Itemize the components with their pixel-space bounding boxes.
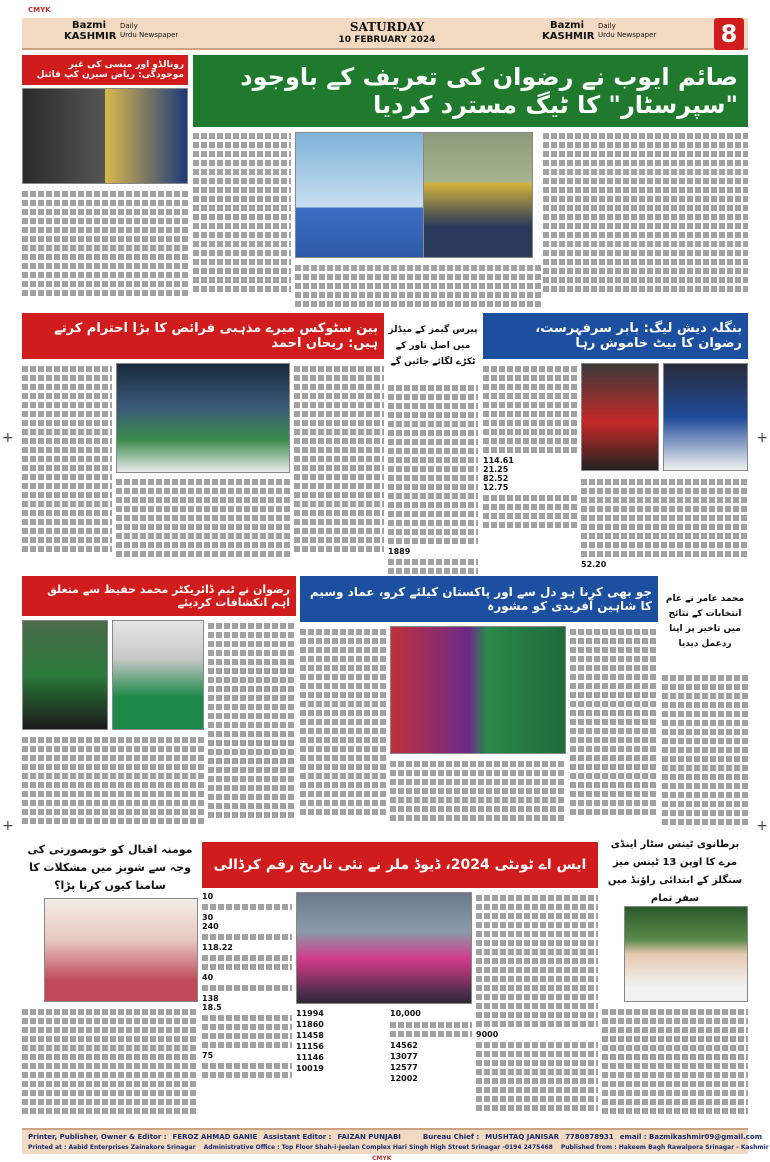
article-col-left	[193, 130, 291, 308]
sa20-stat-8: 75	[202, 1051, 214, 1060]
headline-sa20-miller: ایس اے ٹونٹی 2024، ڈیوڈ ملر نے نئی تاریخ رقم کرڈالی	[202, 842, 598, 888]
cmyk-mark-top: CMYK	[28, 6, 51, 14]
headline-paris-medals: پیرس گیمز کے میڈلز میں اصل تاور کے ٹکڑے لگائے جائیں گے	[388, 325, 478, 367]
table-row: 13077	[390, 1052, 418, 1061]
headline-bangladesh-league: بنگلہ دیش لیگ: بابر سرفہرست، رضوان کا بیٹ خاموش رہا	[483, 313, 748, 359]
story-stokes-col-right	[294, 363, 384, 573]
sa20-runs-table-2	[390, 1008, 472, 1122]
table-row: 10,000	[390, 1009, 421, 1018]
story-imad-under	[390, 758, 566, 834]
headline-saim-ayub: صائم ایوب نے رضوان کی تعریف کے باوجود "سپرسٹار" کا ٹیگ مسترد کردیا	[193, 55, 748, 127]
footer-email: email : Bazmikashmir09@gmail.com	[619, 1133, 762, 1141]
paris-stat-year: 1889	[388, 547, 411, 556]
sa20-stat-3: 240	[202, 922, 219, 931]
story-momina-body	[22, 1006, 198, 1122]
article-under-photo	[295, 262, 541, 308]
table-row: 12002	[390, 1074, 418, 1083]
headline-rizwan-hafeez: رضوان نے ٹیم ڈائریکٹر محمد حفیظ سے متعلق اہم انکشافات کردیئے	[22, 576, 296, 616]
table-row: 12577	[390, 1063, 418, 1072]
table-row: 14562	[390, 1041, 418, 1050]
bpl-stat-4: 52.20	[581, 560, 607, 569]
table-row: 11146	[296, 1053, 324, 1062]
story-stokes-under-photo	[116, 476, 290, 572]
story-bpl-body-lower	[581, 476, 748, 571]
headline-ben-stokes: بین سٹوکس میرے مذہبی فرائض کا بڑا احترام کرتے ہیں: ریحان احمد	[22, 313, 384, 359]
date-label: 10 FEBRUARY 2024	[338, 35, 436, 45]
paper-tag-right	[598, 22, 656, 40]
footer-bureau-name: MUSHTAQ JANISAR	[485, 1133, 560, 1141]
headline-andy-murray: برطانوی ٹینس سٹار اینڈی مرے کا اوپن 13 ٹینس میز سنگلز کے ابتدائی راؤنڈ میں سفر تمام	[607, 839, 743, 904]
masthead	[22, 4, 748, 48]
david-miller-photo	[296, 892, 472, 1004]
ronaldo-photo	[22, 88, 188, 184]
footer-line-2	[28, 1144, 769, 1151]
sa20-stat-6: 138	[202, 994, 219, 1003]
tag-urdu: Urdu Newspaper	[120, 31, 179, 39]
footer	[22, 1128, 769, 1154]
story-imad-col-left	[300, 626, 386, 834]
story-imad-col-right	[570, 626, 658, 834]
story-sa20-col-left	[202, 892, 292, 1122]
table-row: 11994	[296, 1009, 324, 1018]
registration-mark-right: +	[756, 430, 768, 446]
cmyk-mark-bottom: CMYK	[372, 1155, 392, 1162]
story-hafeez-col-right	[208, 620, 296, 834]
footer-publisher-label: Printer, Publisher, Owner & Editor :	[28, 1133, 167, 1141]
rizwan-bpl-photo	[581, 363, 659, 471]
footer-assistant-label: Assistant Editor :	[263, 1133, 332, 1141]
story-stokes-col-left	[22, 363, 112, 573]
page-number-badge: 8	[714, 18, 744, 50]
story-murray-body	[602, 1006, 748, 1122]
footer-admin-office: Administrative Office : Top Floor Shah-i-Jeelan Complex Hari Singh High Street Srinagar -0194 2475468	[203, 1144, 553, 1151]
ben-stokes-photo	[116, 363, 290, 473]
table-row: 10019	[296, 1064, 324, 1073]
bpl-stat-2: 21.25	[483, 465, 509, 474]
article-col-right	[543, 130, 748, 308]
sa20-stat-5: 40	[202, 973, 214, 982]
registration-mark-right-lower: +	[756, 818, 768, 834]
footer-bureau-label: Bureau Chief :	[422, 1133, 480, 1141]
story-saim-ayub-body	[193, 130, 748, 308]
bpl-stat-5: 12.75	[483, 483, 509, 492]
footer-line-1	[28, 1133, 762, 1141]
sa20-stat-9000: 9000	[476, 1030, 499, 1039]
sa20-stat-1: 10	[202, 892, 214, 901]
story-paris-body	[388, 382, 478, 572]
bpl-stat-1: 114.61	[483, 456, 514, 465]
article-columns	[193, 130, 748, 308]
paper-name-right: Bazmi KASHMIR	[542, 20, 595, 42]
tag-urdu: Urdu Newspaper	[598, 31, 657, 39]
babar-bpl-photo	[663, 363, 748, 471]
paper-name-left: Bazmi KASHMIR	[64, 20, 117, 42]
story-amir-body	[662, 672, 748, 834]
day-label: SATURDAY	[349, 20, 425, 34]
imad-shaheen-photo	[390, 626, 566, 754]
sa20-stat-2: 30	[202, 913, 214, 922]
story-riyadh-body	[22, 188, 188, 306]
story-hafeez-under	[22, 734, 204, 834]
footer-publisher-name: FEROZ AHMAD GANIE	[172, 1133, 258, 1141]
table-row: 11458	[296, 1031, 324, 1040]
headline-momina: مومنہ اقبال کو خوبصورتی کی وجہ سے شوبز میں مشکلات کا سامنا کیوں کرنا پڑا؟	[27, 843, 193, 892]
table-row: 11156	[296, 1042, 324, 1051]
tag-daily: Daily	[598, 22, 616, 30]
headline-imad-shaheen: جو بھی کرنا ہو دل سے اور پاکستان کیلئے کرو، عماد وسیم کا شاہین آفریدی کو مشورہ	[300, 576, 658, 622]
tag-daily: Daily	[120, 22, 138, 30]
footer-published-from: Published from : Hakeem Bagh Rawalpora Srinagar - Kashmir	[560, 1144, 769, 1151]
paper-tag-left	[120, 22, 178, 40]
story-bpl-body	[483, 363, 577, 573]
footer-printed-at: Printed at : Aabid Enterprises Zainakore Srinagar	[28, 1144, 196, 1151]
rizwan-photo	[22, 620, 108, 730]
headline-amir: محمد عامر نے عام انتخابات کے نتائج میں تاخیر پر اپنا ردعمل دیدیا	[665, 594, 745, 649]
footer-assistant-name: FAIZAN PUNJABI	[337, 1133, 401, 1141]
andy-murray-photo	[624, 906, 748, 1002]
bpl-stat-3: 82.52	[483, 474, 509, 483]
story-sa20-col-right	[476, 892, 598, 1122]
footer-phone: 7780878931	[565, 1133, 614, 1141]
momina-photo	[44, 898, 198, 1002]
table-row: 11860	[296, 1020, 324, 1029]
registration-mark-left-lower: +	[2, 818, 14, 834]
hafeez-photo	[112, 620, 204, 730]
sa20-stat-7: 18.5	[202, 1003, 222, 1012]
headline-riyadh-cup: رونالڈو اور میسی کی غیر موجودگی: ریاض سیزن کپ فائنل	[22, 55, 188, 85]
registration-mark-left: +	[2, 430, 14, 446]
sa20-runs-table	[296, 1008, 386, 1122]
sa20-stat-4: 118.22	[202, 943, 233, 952]
